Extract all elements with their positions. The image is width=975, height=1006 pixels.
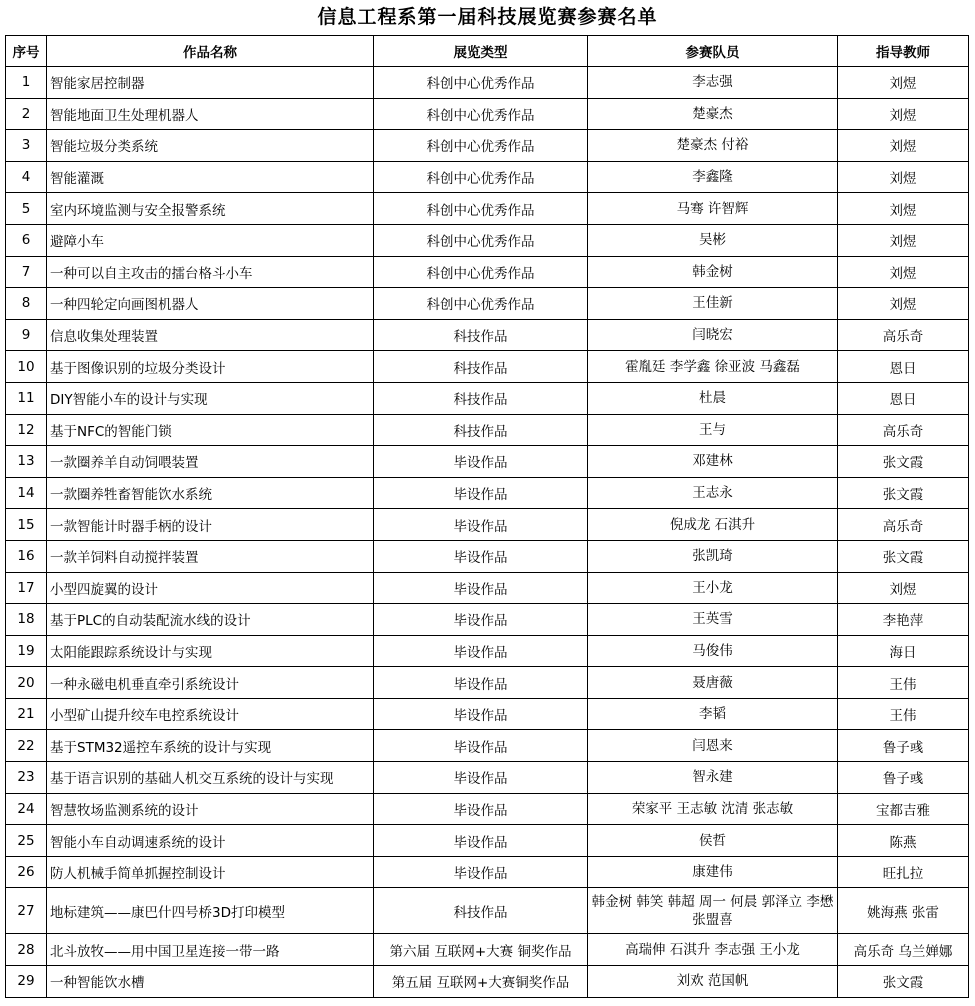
cell-exhibit-type: 毕设作品 <box>374 793 588 825</box>
cell-work-name: 一款羊饲料自动搅拌装置 <box>47 540 374 572</box>
cell-team-members: 马俊伟 <box>588 635 838 667</box>
cell-team-members: 楚豪杰 付裕 <box>588 130 838 162</box>
table-row <box>6 698 969 730</box>
cell-work-name: 小型矿山提升绞车电控系统设计 <box>47 698 374 730</box>
cell-teacher: 高乐奇 <box>838 319 969 351</box>
cell-exhibit-type: 毕设作品 <box>374 446 588 478</box>
table-row <box>6 540 969 572</box>
table-body <box>6 67 969 998</box>
table-header-row <box>6 36 969 67</box>
header-name: 作品名称 <box>47 36 374 67</box>
cell-teacher: 高乐奇 <box>838 414 969 446</box>
cell-team-members: 高瑞伸 石淇升 李志强 王小龙 <box>588 934 838 966</box>
cell-teacher: 张文霞 <box>838 540 969 572</box>
cell-team-members: 王与 <box>588 414 838 446</box>
cell-num: 29 <box>6 966 47 998</box>
cell-num: 13 <box>6 446 47 478</box>
table-row <box>6 793 969 825</box>
cell-work-name: 一款智能计时器手柄的设计 <box>47 509 374 541</box>
cell-work-name: 一种四轮定向画图机器人 <box>47 288 374 320</box>
table-row <box>6 635 969 667</box>
cell-team-members: 杜晨 <box>588 382 838 414</box>
cell-num: 25 <box>6 825 47 857</box>
cell-num: 19 <box>6 635 47 667</box>
cell-exhibit-type: 科创中心优秀作品 <box>374 67 588 99</box>
cell-teacher: 刘煜 <box>838 130 969 162</box>
cell-work-name: 避障小车 <box>47 224 374 256</box>
cell-teacher: 姚海燕 张雷 <box>838 888 969 934</box>
cell-work-name: 基于STM32遥控车系统的设计与实现 <box>47 730 374 762</box>
cell-team-members: 王英雪 <box>588 604 838 636</box>
table-row <box>6 762 969 794</box>
table-row <box>6 67 969 99</box>
cell-team-members: 闫恩来 <box>588 730 838 762</box>
cell-team-members: 马骞 许智辉 <box>588 193 838 225</box>
participants-table <box>5 35 969 998</box>
cell-work-name: 智能家居控制器 <box>47 67 374 99</box>
cell-num: 8 <box>6 288 47 320</box>
cell-work-name: 基于语言识别的基础人机交互系统的设计与实现 <box>47 762 374 794</box>
cell-teacher: 恩日 <box>838 351 969 383</box>
table-row <box>6 193 969 225</box>
cell-teacher: 张文霞 <box>838 966 969 998</box>
cell-work-name: 智能小车自动调速系统的设计 <box>47 825 374 857</box>
cell-num: 9 <box>6 319 47 351</box>
cell-teacher: 高乐奇 <box>838 509 969 541</box>
cell-exhibit-type: 毕设作品 <box>374 540 588 572</box>
cell-num: 3 <box>6 130 47 162</box>
table-row <box>6 966 969 998</box>
cell-num: 24 <box>6 793 47 825</box>
cell-work-name: 太阳能跟踪系统设计与实现 <box>47 635 374 667</box>
cell-exhibit-type: 科技作品 <box>374 351 588 383</box>
table-row <box>6 509 969 541</box>
cell-num: 14 <box>6 477 47 509</box>
cell-num: 20 <box>6 667 47 699</box>
table-row <box>6 130 969 162</box>
table-row <box>6 667 969 699</box>
cell-team-members: 荣家平 王志敏 沈清 张志敏 <box>588 793 838 825</box>
cell-work-name: 基于PLC的自动装配流水线的设计 <box>47 604 374 636</box>
cell-work-name: 北斗放牧——用中国卫星连接一带一路 <box>47 934 374 966</box>
table-row <box>6 382 969 414</box>
cell-team-members: 闫晓宏 <box>588 319 838 351</box>
cell-exhibit-type: 毕设作品 <box>374 604 588 636</box>
cell-exhibit-type: 毕设作品 <box>374 509 588 541</box>
cell-teacher: 鲁子彧 <box>838 762 969 794</box>
cell-num: 7 <box>6 256 47 288</box>
cell-num: 22 <box>6 730 47 762</box>
cell-team-members: 邓建林 <box>588 446 838 478</box>
cell-num: 21 <box>6 698 47 730</box>
cell-teacher: 刘煜 <box>838 98 969 130</box>
table-row <box>6 934 969 966</box>
cell-team-members: 王佳新 <box>588 288 838 320</box>
cell-exhibit-type: 科技作品 <box>374 319 588 351</box>
cell-teacher: 刘煜 <box>838 224 969 256</box>
cell-teacher: 刘煜 <box>838 256 969 288</box>
cell-teacher: 王伟 <box>838 698 969 730</box>
cell-teacher: 恩日 <box>838 382 969 414</box>
cell-num: 10 <box>6 351 47 383</box>
cell-teacher: 刘煜 <box>838 161 969 193</box>
table-row <box>6 825 969 857</box>
cell-work-name: 基于NFC的智能门锁 <box>47 414 374 446</box>
cell-teacher: 高乐奇 乌兰婵娜 <box>838 934 969 966</box>
cell-num: 18 <box>6 604 47 636</box>
cell-num: 16 <box>6 540 47 572</box>
cell-team-members: 韩金树 韩笑 韩超 周一 何晨 郭泽立 李懋 张盟喜 <box>588 888 838 934</box>
cell-work-name: 一种智能饮水槽 <box>47 966 374 998</box>
table-row <box>6 446 969 478</box>
cell-teacher: 李艳萍 <box>838 604 969 636</box>
cell-team-members: 倪成龙 石淇升 <box>588 509 838 541</box>
cell-exhibit-type: 科技作品 <box>374 414 588 446</box>
table-row <box>6 319 969 351</box>
cell-exhibit-type: 毕设作品 <box>374 667 588 699</box>
cell-teacher: 旺扎拉 <box>838 856 969 888</box>
cell-team-members: 康建伟 <box>588 856 838 888</box>
cell-num: 27 <box>6 888 47 934</box>
cell-num: 12 <box>6 414 47 446</box>
cell-team-members: 智永建 <box>588 762 838 794</box>
cell-team-members: 韩金树 <box>588 256 838 288</box>
cell-teacher: 刘煜 <box>838 572 969 604</box>
cell-exhibit-type: 第六届 互联网+大赛 铜奖作品 <box>374 934 588 966</box>
cell-num: 26 <box>6 856 47 888</box>
table-row <box>6 730 969 762</box>
page-title: 信息工程系第一届科技展览赛参赛名单 <box>317 6 658 28</box>
cell-work-name: 地标建筑——康巴什四号桥3D打印模型 <box>47 888 374 934</box>
cell-exhibit-type: 科创中心优秀作品 <box>374 288 588 320</box>
cell-team-members: 楚豪杰 <box>588 98 838 130</box>
cell-exhibit-type: 毕设作品 <box>374 762 588 794</box>
cell-teacher: 海日 <box>838 635 969 667</box>
header-team: 参赛队员 <box>588 36 838 67</box>
cell-exhibit-type: 科创中心优秀作品 <box>374 224 588 256</box>
table-row <box>6 256 969 288</box>
cell-exhibit-type: 科创中心优秀作品 <box>374 256 588 288</box>
table-row <box>6 288 969 320</box>
cell-exhibit-type: 科技作品 <box>374 888 588 934</box>
cell-team-members: 李志强 <box>588 67 838 99</box>
cell-team-members: 王小龙 <box>588 572 838 604</box>
cell-team-members: 王志永 <box>588 477 838 509</box>
cell-exhibit-type: 科创中心优秀作品 <box>374 161 588 193</box>
cell-num: 6 <box>6 224 47 256</box>
cell-teacher: 张文霞 <box>838 477 969 509</box>
cell-num: 2 <box>6 98 47 130</box>
cell-team-members: 刘欢 范国帆 <box>588 966 838 998</box>
cell-team-members: 侯哲 <box>588 825 838 857</box>
cell-exhibit-type: 毕设作品 <box>374 856 588 888</box>
cell-work-name: 基于图像识别的垃圾分类设计 <box>47 351 374 383</box>
table-row <box>6 414 969 446</box>
cell-team-members: 霍胤廷 李学鑫 徐亚波 马鑫磊 <box>588 351 838 383</box>
cell-work-name: 一种可以自主攻击的擂台格斗小车 <box>47 256 374 288</box>
cell-num: 11 <box>6 382 47 414</box>
cell-teacher: 刘煜 <box>838 67 969 99</box>
cell-teacher: 张文霞 <box>838 446 969 478</box>
cell-teacher: 鲁子彧 <box>838 730 969 762</box>
cell-work-name: 室内环境监测与安全报警系统 <box>47 193 374 225</box>
cell-work-name: 信息收集处理装置 <box>47 319 374 351</box>
cell-teacher: 王伟 <box>838 667 969 699</box>
cell-team-members: 李鑫隆 <box>588 161 838 193</box>
cell-exhibit-type: 科技作品 <box>374 382 588 414</box>
table-row <box>6 98 969 130</box>
table-row <box>6 888 969 934</box>
header-num: 序号 <box>6 36 47 67</box>
cell-work-name: 一种永磁电机垂直牵引系统设计 <box>47 667 374 699</box>
cell-team-members: 聂唐薇 <box>588 667 838 699</box>
cell-exhibit-type: 毕设作品 <box>374 825 588 857</box>
cell-work-name: 一款圈养羊自动饲喂装置 <box>47 446 374 478</box>
table-row <box>6 604 969 636</box>
cell-team-members: 吴彬 <box>588 224 838 256</box>
cell-num: 28 <box>6 934 47 966</box>
cell-work-name: 智能垃圾分类系统 <box>47 130 374 162</box>
cell-exhibit-type: 毕设作品 <box>374 572 588 604</box>
cell-exhibit-type: 科创中心优秀作品 <box>374 98 588 130</box>
cell-exhibit-type: 毕设作品 <box>374 635 588 667</box>
cell-work-name: 防人机械手简单抓握控制设计 <box>47 856 374 888</box>
cell-teacher: 刘煜 <box>838 288 969 320</box>
cell-num: 4 <box>6 161 47 193</box>
table-row <box>6 572 969 604</box>
cell-work-name: 智慧牧场监测系统的设计 <box>47 793 374 825</box>
table-row <box>6 477 969 509</box>
cell-teacher: 刘煜 <box>838 193 969 225</box>
table-row <box>6 351 969 383</box>
cell-team-members: 李韬 <box>588 698 838 730</box>
cell-team-members: 张凯琦 <box>588 540 838 572</box>
cell-teacher: 宝都吉雅 <box>838 793 969 825</box>
cell-work-name: 一款圈养牲畜智能饮水系统 <box>47 477 374 509</box>
header-type: 展览类型 <box>374 36 588 67</box>
cell-exhibit-type: 毕设作品 <box>374 698 588 730</box>
cell-num: 17 <box>6 572 47 604</box>
table-row <box>6 856 969 888</box>
cell-num: 5 <box>6 193 47 225</box>
cell-exhibit-type: 毕设作品 <box>374 477 588 509</box>
cell-num: 15 <box>6 509 47 541</box>
cell-exhibit-type: 毕设作品 <box>374 730 588 762</box>
cell-work-name: 智能地面卫生处理机器人 <box>47 98 374 130</box>
cell-teacher: 陈燕 <box>838 825 969 857</box>
table-row <box>6 224 969 256</box>
cell-work-name: DIY智能小车的设计与实现 <box>47 382 374 414</box>
cell-exhibit-type: 科创中心优秀作品 <box>374 193 588 225</box>
cell-work-name: 小型四旋翼的设计 <box>47 572 374 604</box>
header-teacher: 指导教师 <box>838 36 969 67</box>
cell-exhibit-type: 科创中心优秀作品 <box>374 130 588 162</box>
cell-work-name: 智能灌溉 <box>47 161 374 193</box>
cell-exhibit-type: 第五届 互联网+大赛铜奖作品 <box>374 966 588 998</box>
cell-num: 23 <box>6 762 47 794</box>
cell-num: 1 <box>6 67 47 99</box>
table-row <box>6 161 969 193</box>
